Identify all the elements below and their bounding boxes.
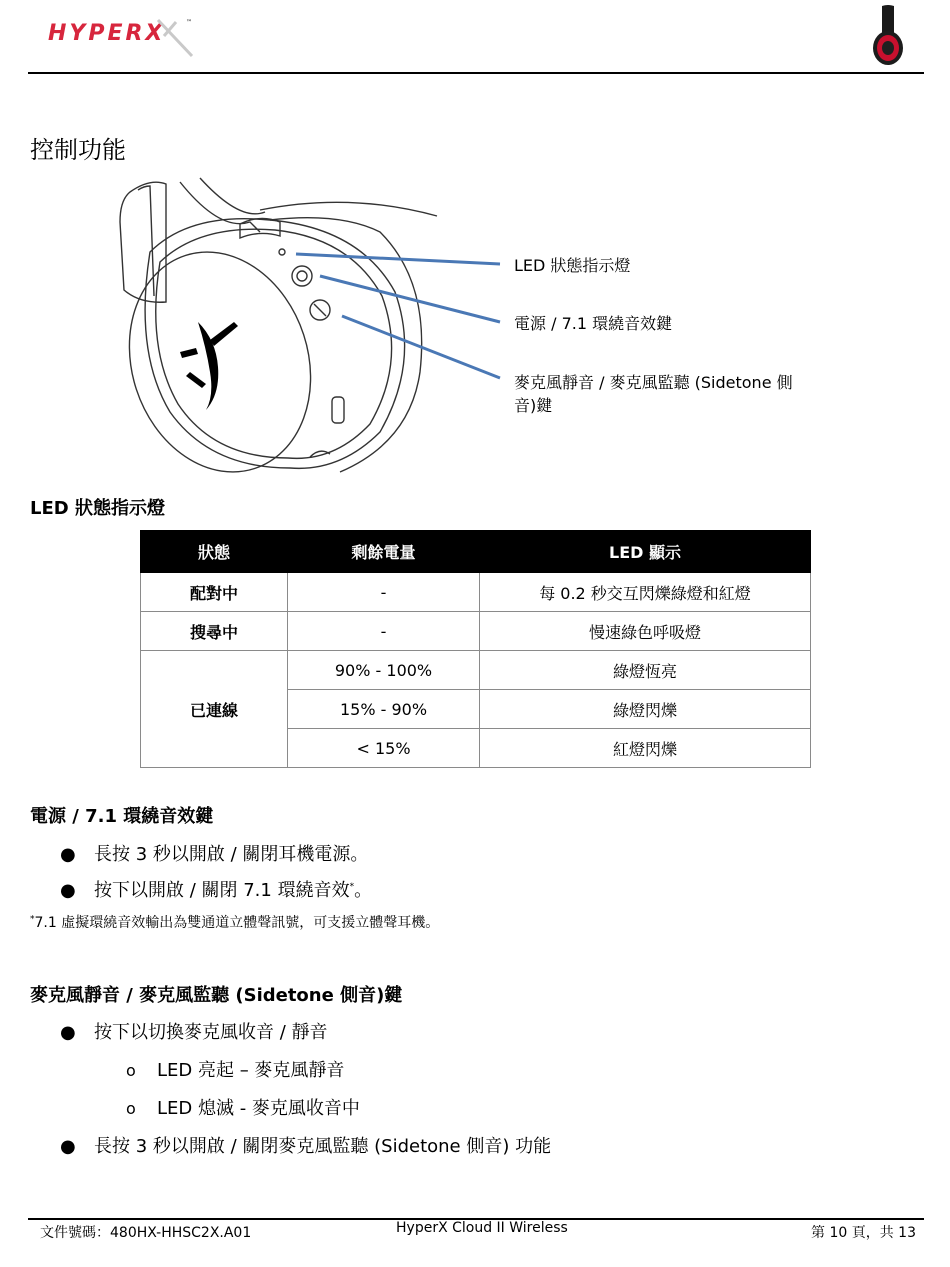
hyperx-logo <box>46 14 196 62</box>
footnote-marker: * <box>30 914 35 925</box>
footnote-text: 7.1 虛擬環繞音效輸出為雙通道立體聲訊號，可支援立體聲耳機。 <box>34 915 440 931</box>
list-item <box>60 876 372 902</box>
power-section-heading: 電源 / 7.1 環繞音效鍵 <box>30 806 214 827</box>
cell-state: 配對中 <box>141 573 288 612</box>
cell-battery: 90% - 100% <box>288 651 480 690</box>
table-row <box>141 612 811 651</box>
bullet-icon: ● <box>60 1022 76 1043</box>
cell-battery: - <box>288 573 480 612</box>
header-state: 狀態 <box>141 531 288 573</box>
list-item <box>60 1018 328 1044</box>
page-title: 控制功能 <box>30 136 126 164</box>
cell-battery: - <box>288 612 480 651</box>
cell-state: 搜尋中 <box>141 612 288 651</box>
cell-led: 紅燈閃爍 <box>480 729 811 768</box>
callout-mic-button: 麥克風靜音 / 麥克風監聽 (Sidetone 側音)鍵 <box>514 373 793 415</box>
header-battery: 剩餘電量 <box>288 531 480 573</box>
footnote-marker: * <box>349 882 355 892</box>
callout-power-button: 電源 / 7.1 環繞音效鍵 <box>514 314 673 333</box>
bullet-icon: ● <box>60 880 76 901</box>
bullet-text: 長按 3 秒以開啟 / 關閉耳機電源。 <box>94 844 369 865</box>
cell-led: 慢速綠色呼吸燈 <box>480 612 811 651</box>
cell-battery: < 15% <box>288 729 480 768</box>
cell-led: 綠燈恆亮 <box>480 651 811 690</box>
cell-led: 每 0.2 秒交互閃爍綠燈和紅燈 <box>480 573 811 612</box>
callout-led-status: LED 狀態指示燈 <box>514 256 631 275</box>
headset-thumbnail-icon <box>868 4 908 66</box>
footnote <box>30 912 439 932</box>
logo-wordmark: HYPERX <box>48 21 166 46</box>
table-row <box>141 651 811 690</box>
list-item <box>60 840 368 866</box>
cell-state: 已連線 <box>141 651 288 768</box>
footer-product-name: HyperX Cloud II Wireless <box>396 1220 568 1236</box>
callout-line-power <box>320 276 500 322</box>
bullet-text: 按下以開啟 / 關閉 7.1 環繞音效 <box>94 880 350 901</box>
footer-doc-number: 文件號碼：480HX-HHSC2X.A01 <box>40 1225 252 1241</box>
sub-bullet-text: LED 熄滅 - 麥克風收音中 <box>157 1098 360 1119</box>
led-status-table <box>140 530 811 768</box>
bullet-text: 按下以切換麥克風收音 / 靜音 <box>94 1022 328 1043</box>
table-header-row <box>141 531 811 573</box>
list-item <box>126 1094 360 1120</box>
list-item <box>60 1132 551 1158</box>
bullet-icon: ● <box>60 844 76 865</box>
cell-led: 綠燈閃爍 <box>480 690 811 729</box>
header-rule <box>28 72 924 74</box>
cell-battery: 15% - 90% <box>288 690 480 729</box>
bullet-text: 長按 3 秒以開啟 / 關閉麥克風監聽 (Sidetone 側音) 功能 <box>94 1136 552 1157</box>
sub-bullet-icon: o <box>126 1099 136 1118</box>
mic-section-heading: 麥克風靜音 / 麥克風監聽 (Sidetone 側音)鍵 <box>30 985 403 1006</box>
sub-bullet-icon: o <box>126 1061 136 1080</box>
trademark-mark: ™ <box>186 19 192 26</box>
sub-bullet-text: LED 亮起 – 麥克風靜音 <box>157 1060 345 1081</box>
header-led: LED 顯示 <box>480 531 811 573</box>
list-item <box>126 1056 344 1082</box>
footer-page-number: 第 10 頁，共 13 <box>811 1225 916 1241</box>
led-section-heading: LED 狀態指示燈 <box>30 498 165 519</box>
controls-diagram <box>110 172 830 482</box>
bullet-text-end: 。 <box>354 880 373 901</box>
table-row <box>141 573 811 612</box>
bullet-icon: ● <box>60 1136 76 1157</box>
